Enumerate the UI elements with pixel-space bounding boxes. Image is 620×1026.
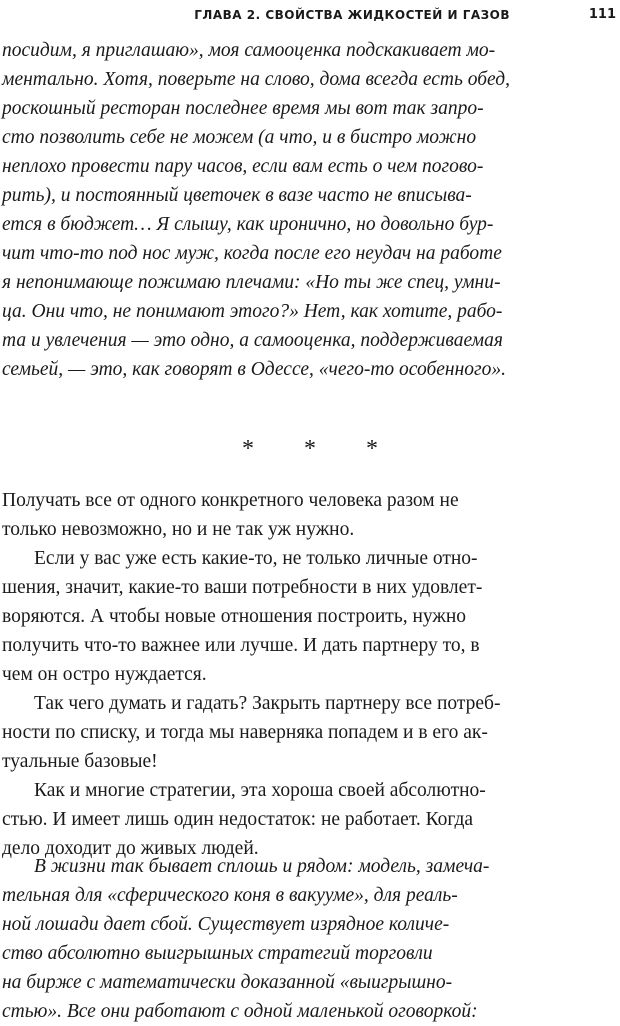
text-line: Если у вас уже есть какие-то, не только личные отно- xyxy=(34,548,478,569)
text-line: ности по списку, и тогда мы наверняка попадем и в его ак- xyxy=(2,722,488,743)
text-line: ца. Они что, не понимают этого?» Нет, как хотите, рабо- xyxy=(2,301,503,322)
italic-quote-top xyxy=(0,36,620,384)
text-line: посидим, я приглашаю», моя самооценка подскакивает мо- xyxy=(2,40,496,61)
text-line: воряются. А чтобы новые отношения построить, нужно xyxy=(2,606,467,627)
text-line: неплохо провести пару часов, если вам есть о чем погово- xyxy=(2,156,484,177)
text-line: получить что-то важнее или лучше. И дать партнеру то, в xyxy=(2,635,480,656)
text-line: на бирже с математически доказанной «выигрышно- xyxy=(2,972,453,993)
text-line: шения, значит, какие-то ваши потребности в них удовлет- xyxy=(2,577,483,598)
text-line: чем он остро нуждается. xyxy=(2,664,207,685)
text-line: Как и многие стратегии, эта хороша своей абсолютно- xyxy=(34,780,486,801)
text-line: чит что-то под нос муж, когда после его неудач на работе xyxy=(2,243,502,264)
text-line: ется в бюджет… Я слышу, как иронично, но довольно бур- xyxy=(2,214,494,235)
paragraph xyxy=(0,544,620,689)
text-line: только невозможно, но и не так уж нужно. xyxy=(2,519,355,540)
text-line: та и увлечения — это одно, а самооценка, поддерживаемая xyxy=(2,330,503,351)
text-line: стью. И имеет лишь один недостаток: не работает. Когда xyxy=(2,809,474,830)
text-line: Так чего думать и гадать? Закрыть партнеру все потреб- xyxy=(34,693,501,714)
text-line: ной лошади дает сбой. Существует изрядное количе- xyxy=(2,914,450,935)
text-line: я непонимающе пожимаю плечами: «Но ты же спец, умни- xyxy=(2,272,501,293)
text-line: дело доходит до живых людей. xyxy=(2,838,259,859)
text-line: рить), и постоянный цветочек в вазе часто не вписыва- xyxy=(2,185,472,206)
text-line: ство абсолютно выигрышных стратегий торговли xyxy=(2,943,433,964)
text-line: семьей, — это, как говорят в Одессе, «чего-то особенного». xyxy=(2,359,506,380)
paragraph xyxy=(0,689,620,776)
italic-quote-bottom xyxy=(0,852,620,1026)
text-line: сто позволить себе не можем (а что, и в бистро можно xyxy=(2,127,477,148)
paragraph xyxy=(0,486,620,544)
text-line: В жизни так бывает сплошь и рядом: модель, замеча- xyxy=(34,856,490,877)
text-line: туальные базовые! xyxy=(2,751,158,772)
text-line: тельная для «сферического коня в вакууме», для реаль- xyxy=(2,885,458,906)
paragraph xyxy=(0,776,620,863)
page-number: 111 xyxy=(588,7,616,22)
running-header xyxy=(0,5,620,25)
text-line: роскошный ресторан последнее время мы вот так запро- xyxy=(2,98,484,119)
body-text xyxy=(0,486,620,863)
text-line: стью». Все они работают с одной маленькой оговоркой: xyxy=(2,1001,478,1022)
section-separator: * * * xyxy=(242,436,400,462)
chapter-title: ГЛАВА 2. СВОЙСТВА ЖИДКОСТЕЙ И ГАЗОВ xyxy=(194,8,510,22)
text-line: ментально. Хотя, поверьте на слово, дома всегда есть обед, xyxy=(2,69,510,90)
text-line: Получать все от одного конкретного человека разом не xyxy=(2,490,459,511)
